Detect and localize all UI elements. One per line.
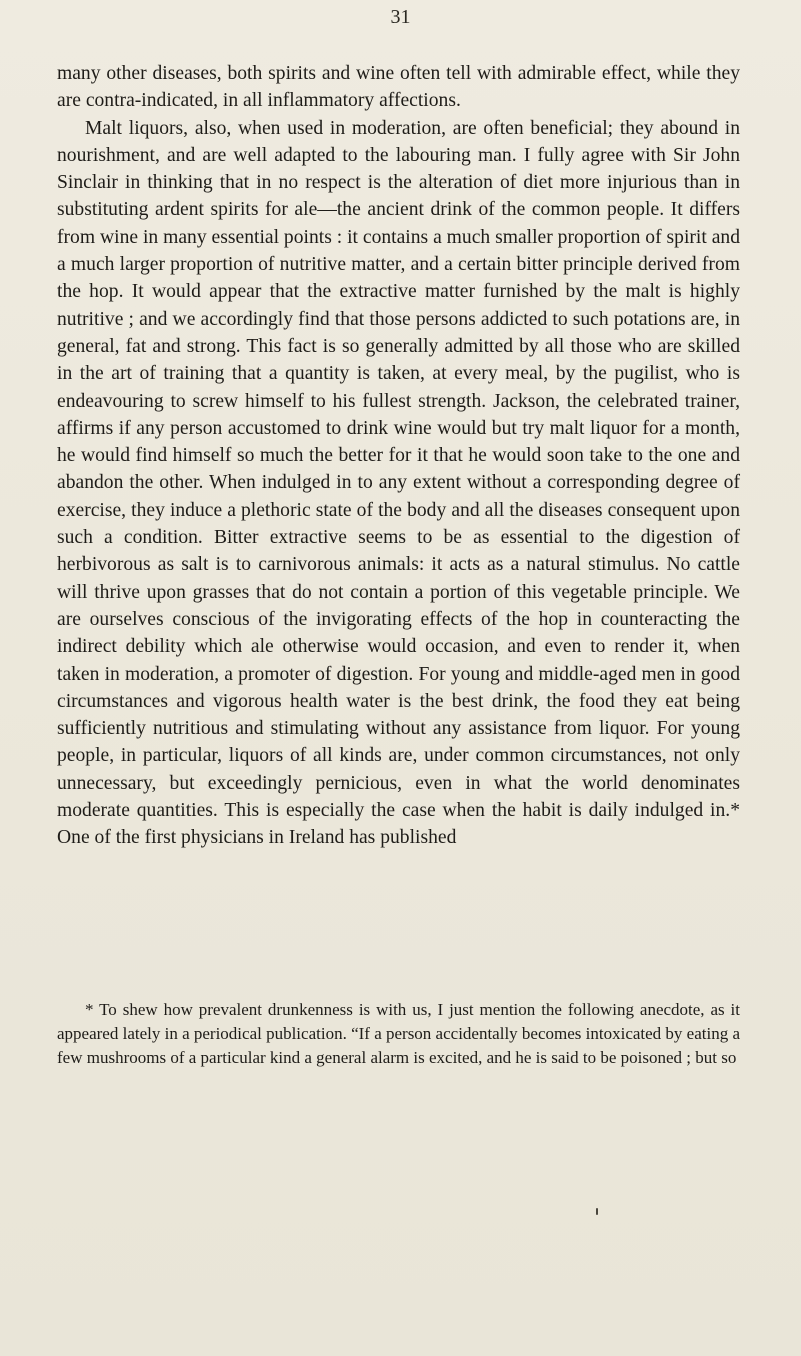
footnote-text: * To shew how prevalent drunkenness is with us, I just mention the following anecdote, as it appeared lately in a periodical publication. “If a person accidentally becomes intoxicated by eating a few mushrooms of a particular kind a general alarm is excited, and he is said to be poisoned ; but so bbox=[57, 1000, 741, 1067]
print-speck bbox=[596, 1208, 598, 1215]
footnote bbox=[57, 998, 740, 1070]
paragraph-continuation: many other diseases, both spirits and wine often tell with admirable effect, while they are contra-indicated, in all inflammatory affections. bbox=[57, 63, 740, 112]
paragraph-malt-liquors: Malt liquors, also, when used in moderation, are often beneficial; they abound in nourishment, and are well adapted to the labouring man. I fully agree with Sir John Sinclair in thinking that in no respect is the alteration of diet more injurious than in substituting ardent spirits for ale—the ancient drink of the common people. It differs from wine in many essential points : it contains a much smaller proportion of spirit and a much larger proportion of nutritive matter, and a certain bitter principle derived from the hop. It would appear that the extractive matter furnished by the malt is highly nutritive ; and we accordingly find that those persons addicted to such potations are, in general, fat and strong. This fact is so generally admitted by all those who are skilled in the art of training that a quantity is taken, at every meal, by the pugilist, who is endeavouring to screw himself to his fullest strength. Jackson, the celebrated trainer, affirms if any person accustomed to drink wine would but try malt liquor for a month, he would find himself so much the better for it that he would soon take to the one and abandon the other. When indulged in to any extent without a corresponding degree of exercise, they induce a plethoric state of the body and all the diseases consequent upon such a condition. Bitter extractive seems to be as essential to the digestion of herbivorous as salt is to carnivorous animals: it acts as a natural stimulus. No cattle will thrive upon grasses that do not contain a portion of this vegetable principle. We are ourselves conscious of the invigorating effects of the hop in counteracting the indirect debility which ale otherwise would occasion, and even to render it, when taken in moderation, a promoter of digestion. For young and middle-aged men in good circumstances and vigorous health water is the best drink, the food they eat being sufficiently nutritious and stimulating without any assistance from liquor. For young people, in particular, liquors of all kinds are, under common circumstances, not only unnecessary, but exceedingly pernicious, even in what the world denominates moderate quantities. This is especially the case when the habit is daily indulged in.* One of the first physicians in Ireland has published bbox=[57, 117, 740, 849]
page-number: 31 bbox=[390, 6, 411, 28]
body-text bbox=[57, 60, 740, 852]
